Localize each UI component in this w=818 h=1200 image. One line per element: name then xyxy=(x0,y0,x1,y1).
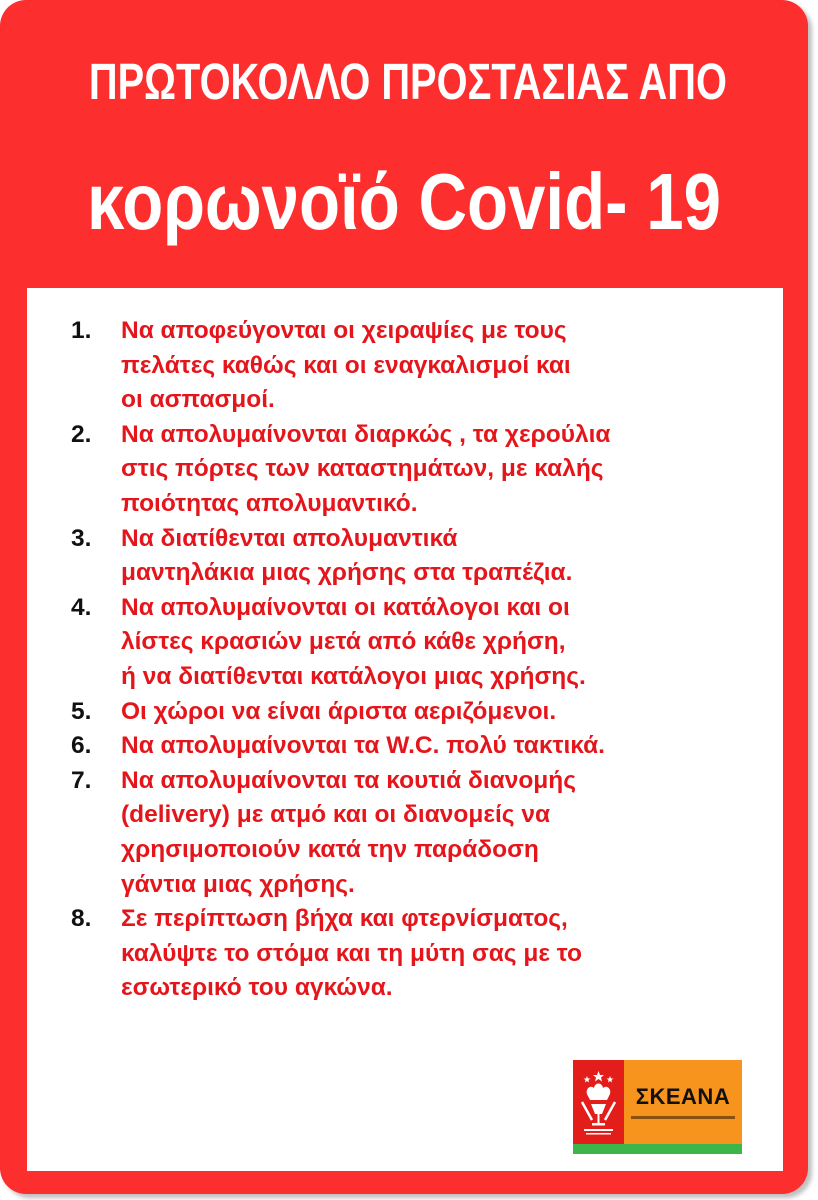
rule-item-2 xyxy=(27,418,751,522)
rule-text-line: Να αποφεύγονται οι χειραψίες με τους xyxy=(121,317,567,344)
rule-item-1 xyxy=(27,314,751,418)
rule-text-line: πελάτες καθώς και οι εναγκαλισμοί και xyxy=(121,351,571,379)
logo-wordmark: ΣΚΕΑΝΑ xyxy=(635,1084,731,1109)
chef-hat-glass-emblem-icon xyxy=(576,1068,621,1138)
rule-number: 6. xyxy=(71,732,92,760)
logo-green-bar xyxy=(573,1144,742,1154)
logo-emblem-block xyxy=(573,1060,624,1144)
rule-text-line: χρησιμοποιούν κατά την παράδοση xyxy=(121,835,539,863)
sign-title-line-2: κορωνοϊό Covid- 19 xyxy=(87,157,721,246)
rule-text-line: Να απολυμαίνονται οι κατάλογοι και οι xyxy=(121,593,570,621)
rule-item-4 xyxy=(27,591,751,695)
rule-text-line: Σε περίπτωση βήχα και φτερνίσματος, xyxy=(121,905,568,933)
rule-text-line: Να διατίθενται απολυμαντικά xyxy=(121,524,458,552)
rule-text-line: λίστες κρασιών μετά από κάθε χρήση, xyxy=(121,628,566,656)
rule-text-line: (delivery) με ατμό και οι διανομείς να xyxy=(121,801,551,829)
rule-text-line: Να απολυμαίνονται τα W.C. πολύ τακτικά. xyxy=(121,732,605,760)
rule-text-line: Να απολυμαίνονται τα κουτιά διανομής xyxy=(121,766,576,794)
rule-number: 2. xyxy=(71,420,92,448)
rule-item-8 xyxy=(27,902,751,1006)
rule-item-6 xyxy=(27,729,751,764)
rule-text-line: οι ασπασμοί. xyxy=(121,386,275,414)
rule-text-line: στις πόρτες των καταστημάτων, με καλής xyxy=(121,455,604,483)
rule-item-7 xyxy=(27,764,751,902)
rule-number: 4. xyxy=(71,593,92,621)
rule-number: 5. xyxy=(71,697,92,725)
rule-text-line: μαντηλάκια μιας χρήσης στα τραπέζια. xyxy=(121,559,573,587)
rule-number: 3. xyxy=(71,524,92,552)
rule-item-3 xyxy=(27,522,751,591)
logo-subtitle-line xyxy=(631,1116,735,1119)
rule-text-line: ή να διατίθενται κατάλογοι μιας χρήσης. xyxy=(121,662,586,690)
rule-number: 8. xyxy=(71,905,92,933)
rule-text-line: καλύψτε το στόμα και τη μύτη σας με το xyxy=(121,939,582,967)
rules-list xyxy=(27,314,783,1006)
rule-text-line: εσωτερικό του αγκώνα. xyxy=(121,974,393,1002)
rule-item-5 xyxy=(27,695,751,730)
sign-title-line-1: ΠΡΩΤΟΚΟΛΛΟ ΠΡΟΣΤΑΣΙΑΣ ΑΠΟ xyxy=(88,53,727,110)
rule-text-line: Να απολυμαίνονται διαρκώς , τα χερούλια xyxy=(121,420,611,448)
rule-number: 1. xyxy=(71,317,92,344)
rule-text-line: Οι χώροι να είναι άριστα αεριζόμενοι. xyxy=(121,697,557,725)
rule-text-line: γάντια μιας χρήσης. xyxy=(121,870,355,898)
skeana-logo xyxy=(573,1060,742,1154)
rule-text-line: ποιότητας απολυμαντικό. xyxy=(121,489,418,517)
rules-panel xyxy=(27,288,783,1171)
rule-number: 7. xyxy=(71,766,92,794)
